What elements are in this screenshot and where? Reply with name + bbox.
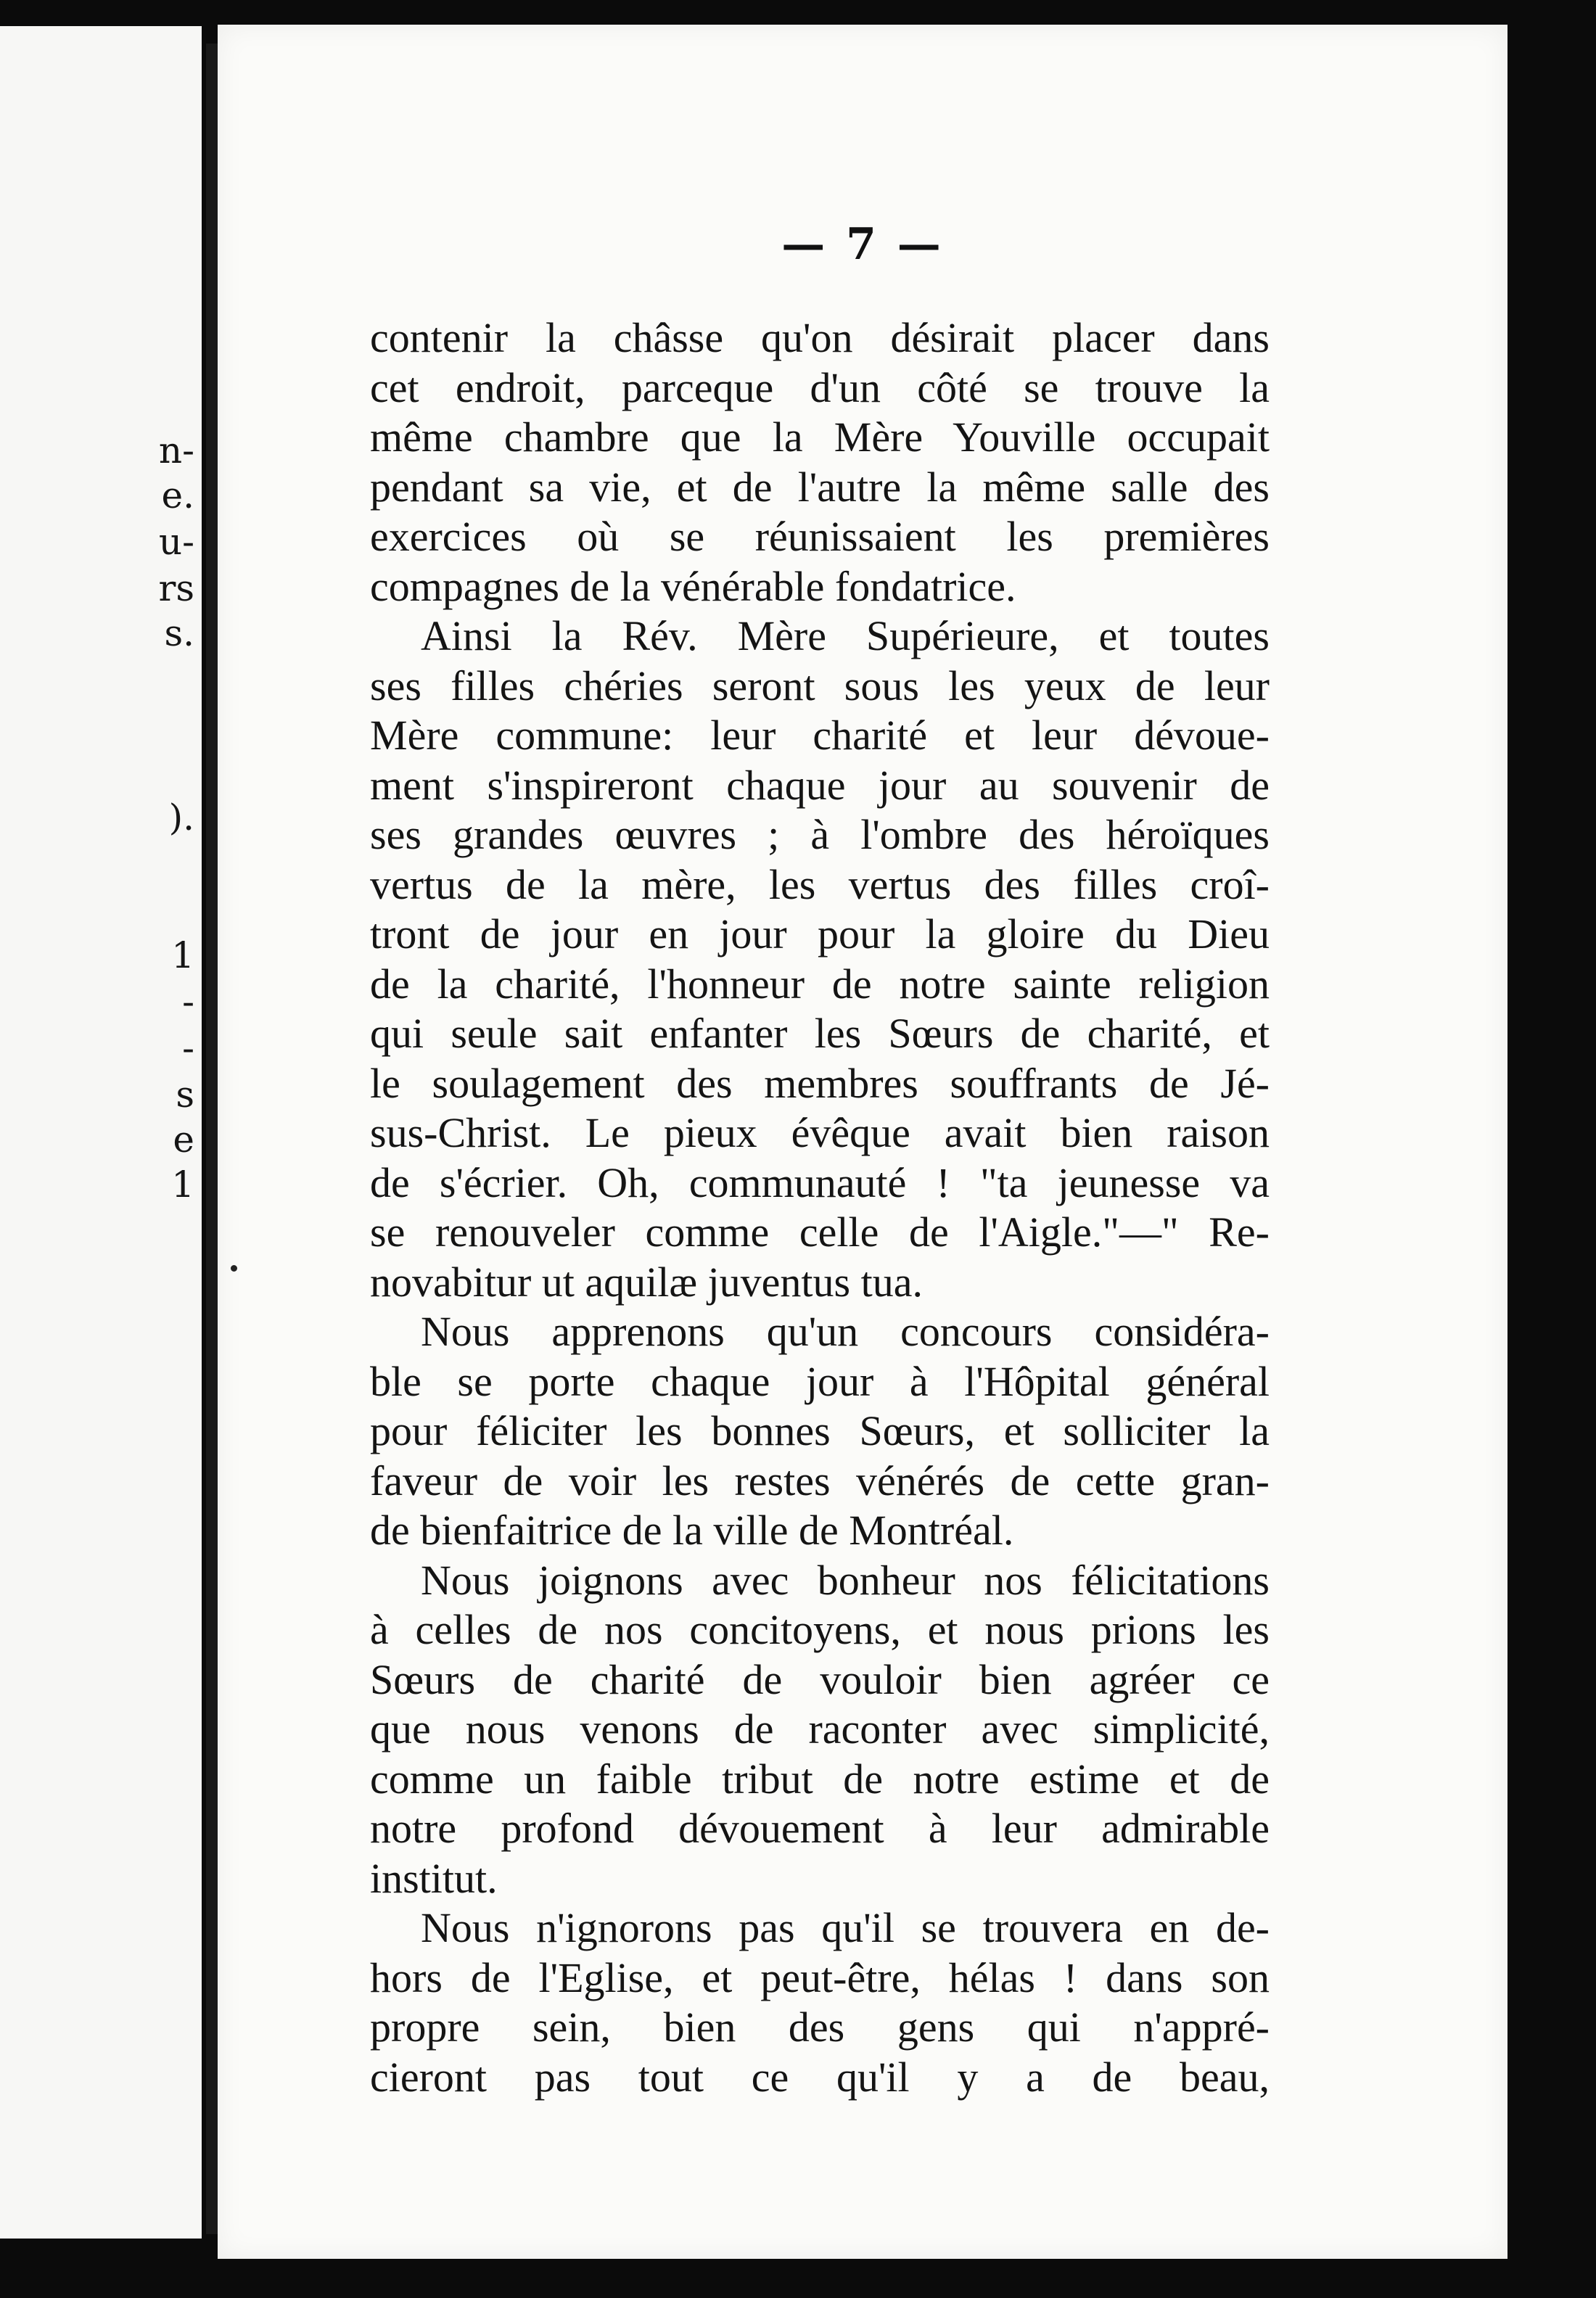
text-line: de s'écrier. Oh, communauté ! "ta jeunesse va bbox=[370, 1158, 1270, 1206]
text-line: Sœurs de charité de vouloir bien agréer ce bbox=[370, 1655, 1270, 1703]
facing-page-fragment: rs bbox=[158, 567, 194, 609]
facing-page-fragment: e. bbox=[161, 474, 194, 516]
text-line: pour féliciter les bonnes Sœurs, et solliciter la bbox=[370, 1407, 1270, 1454]
text-line: faveur de voir les restes vénérés de cette gran- bbox=[370, 1457, 1270, 1504]
text-line: le soulagement des membres souffrants de Jé- bbox=[370, 1059, 1270, 1107]
text-line: novabitur ut aquilæ juventus tua. bbox=[370, 1258, 923, 1306]
body-text bbox=[370, 313, 1270, 2102]
text-line: cet endroit, parceque d'un côté se trouve la bbox=[370, 363, 1270, 411]
facing-page-fragment: e bbox=[173, 1119, 194, 1161]
text-line: institut. bbox=[370, 1854, 498, 1902]
paragraph bbox=[370, 611, 1270, 1307]
paragraph bbox=[370, 313, 1270, 611]
text-line: même chambre que la Mère Youville occupait bbox=[370, 413, 1270, 461]
text-line: pendant sa vie, et de l'autre la même salle des bbox=[370, 463, 1270, 511]
text-line: vertus de la mère, les vertus des filles croî- bbox=[370, 860, 1270, 908]
page bbox=[218, 25, 1507, 2259]
paragraph bbox=[370, 1903, 1270, 2102]
text-line: compagnes de la vénérable fondatrice. bbox=[370, 562, 1016, 610]
text-line: tront de jour en jour pour la gloire du Dieu bbox=[370, 910, 1270, 958]
text-line: Nous joignons avec bonheur nos félicitations bbox=[421, 1556, 1270, 1604]
paragraph bbox=[370, 1307, 1270, 1556]
text-line: ses grandes œuvres ; à l'ombre des héroïques bbox=[370, 811, 1270, 858]
text-line: qui seule sait enfanter les Sœurs de charité, et bbox=[370, 1010, 1270, 1057]
text-line: Nous apprenons qu'un concours considéra- bbox=[421, 1308, 1270, 1355]
text-line: propre sein, bien des gens qui n'appré- bbox=[370, 2003, 1270, 2051]
binding-edge bbox=[206, 44, 218, 2234]
facing-page-fragment: 1 bbox=[171, 1164, 194, 1206]
text-line: Nous n'ignorons pas qu'il se trouvera en de- bbox=[421, 1904, 1270, 1951]
text-line: contenir la châsse qu'on désirait placer dans bbox=[370, 314, 1270, 361]
text-line: notre profond dévouement à leur admirable bbox=[370, 1805, 1270, 1852]
facing-page-fragment: ). bbox=[168, 796, 194, 839]
text-line: à celles de nos concitoyens, et nous prions les bbox=[370, 1606, 1270, 1653]
text-line: que nous venons de raconter avec simplicité, bbox=[370, 1705, 1270, 1753]
text-line: Ainsi la Rév. Mère Supérieure, et toutes bbox=[421, 612, 1270, 659]
facing-page-fragment: s. bbox=[164, 612, 194, 654]
page-number: — 7 — bbox=[781, 219, 944, 270]
facing-page-edge bbox=[0, 26, 202, 2239]
facing-page-fragment: - bbox=[182, 1027, 194, 1069]
text-line: Mère commune: leur charité et leur dévoue- bbox=[370, 712, 1270, 759]
text-line: ble se porte chaque jour à l'Hôpital général bbox=[370, 1357, 1270, 1405]
facing-page-fragment: n- bbox=[158, 429, 194, 471]
facing-page-fragment: 1 bbox=[171, 934, 194, 976]
facing-page-fragment: - bbox=[182, 981, 194, 1023]
text-line: exercices où se réunissaient les premières bbox=[370, 513, 1270, 560]
facing-page-fragment: u- bbox=[158, 521, 194, 563]
facing-page-fragment: s bbox=[176, 1074, 194, 1116]
paragraph bbox=[370, 1556, 1270, 1904]
text-line: ses filles chéries seront sous les yeux de leur bbox=[370, 662, 1270, 709]
text-line: ment s'inspireront chaque jour au souvenir de bbox=[370, 761, 1270, 809]
text-line: cieront pas tout ce qu'il y a de beau, bbox=[370, 2053, 1270, 2101]
text-line: se renouveler comme celle de l'Aigle."—" Re- bbox=[370, 1208, 1270, 1256]
text-line: hors de l'Eglise, et peut-être, hélas ! dans son bbox=[370, 1953, 1270, 2001]
text-line: de bienfaitrice de la ville de Montréal. bbox=[370, 1507, 1014, 1554]
text-line: de la charité, l'honneur de notre sainte religion bbox=[370, 960, 1270, 1008]
text-line: comme un faible tribut de notre estime et de bbox=[370, 1755, 1270, 1803]
scan-speck bbox=[231, 1265, 237, 1272]
text-line: sus-Christ. Le pieux évêque avait bien raison bbox=[370, 1109, 1270, 1156]
